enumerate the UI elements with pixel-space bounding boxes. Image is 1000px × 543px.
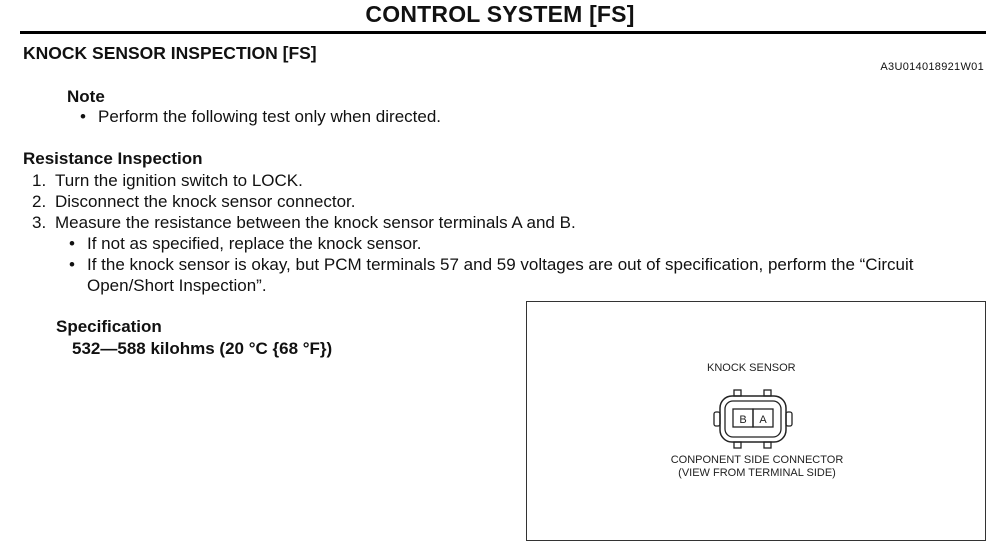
step-number: 1. xyxy=(32,171,47,190)
title-divider xyxy=(20,31,986,34)
page-title: CONTROL SYSTEM [FS] xyxy=(365,1,635,27)
step-text: Turn the ignition switch to LOCK. xyxy=(55,171,303,190)
document-id: A3U014018921W01 xyxy=(880,61,984,73)
step-text: Disconnect the knock sensor connector. xyxy=(55,192,356,211)
step-number: 3. xyxy=(32,213,47,232)
terminal-b-label: B xyxy=(739,414,747,426)
connector-figure xyxy=(526,301,986,541)
step-text: Measure the resistance between the knock sensor terminals A and B. xyxy=(55,213,576,232)
sub-bullet: • If the knock sensor is okay, but PCM terminals 57 and 59 voltages are out of specification, perform the “Circuit Open/Short Inspection”. xyxy=(67,254,987,296)
figure-caption-sub: (VIEW FROM TERMINAL SIDE) xyxy=(678,467,836,479)
specification-value: 532—588 kilohms (20 °C {68 °F}) xyxy=(72,339,333,358)
note-heading: Note xyxy=(67,87,105,106)
step-item xyxy=(32,191,356,212)
step-item xyxy=(32,170,303,191)
resistance-inspection-heading: Resistance Inspection xyxy=(23,149,203,168)
note-bullet: • Perform the following test only when directed. xyxy=(78,106,441,127)
sub-bullet: • If not as specified, replace the knock sensor. xyxy=(67,233,422,254)
connector-icon xyxy=(712,388,794,452)
section-title: KNOCK SENSOR INSPECTION [FS] xyxy=(23,43,317,63)
figure-title: KNOCK SENSOR xyxy=(707,362,796,374)
terminal-a-label: A xyxy=(759,414,767,426)
figure-caption: CONPONENT SIDE CONNECTOR xyxy=(670,454,844,466)
specification-heading: Specification xyxy=(56,317,162,336)
step-item xyxy=(32,212,576,233)
step-number: 2. xyxy=(32,192,47,211)
